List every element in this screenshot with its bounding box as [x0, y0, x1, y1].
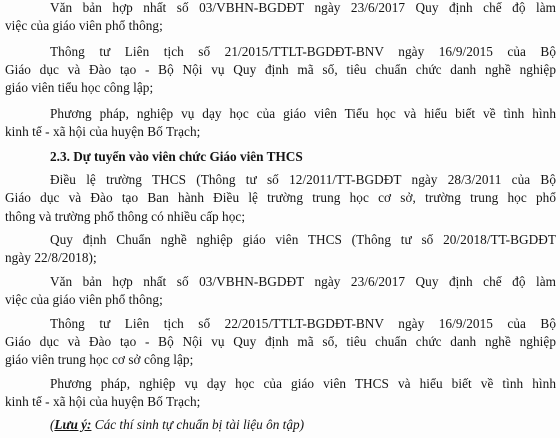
text-line: kinh tế - xã hội của huyện Bố Trạch; — [5, 123, 201, 139]
text-line: Thông tư Liên tịch số 22/2015/TTLT-BGDĐT-BNV ngày 16/9/2015 của Bộ — [50, 315, 556, 331]
text-line: Phương pháp, nghiệp vụ dạy học của giáo viên Tiểu học và hiểu biết về tình hình — [50, 105, 556, 121]
text-line: kinh tế - xã hội của huyện Bố Trạch; — [5, 394, 201, 410]
text-line: Giáo dục và Đào tạo Ban hành Điều lệ trường trung học cơ sở, trường trung học phổ — [5, 190, 556, 206]
note-text: Các thí sinh tự chuẩn bị tài liệu ôn tập) — [94, 417, 305, 432]
text-line: Văn bản hợp nhất số 03/VBHN-BGDĐT ngày 23/6/2017 Quy định chế độ làm — [50, 273, 556, 289]
text-line: Phương pháp, nghiệp vụ dạy học của giáo viên THCS và hiểu biết về tình hình — [50, 375, 556, 391]
text-line: thông và trường phổ thông có nhiều cấp học; — [5, 208, 246, 224]
text-line: Điều lệ trường THCS (Thông tư số 12/2011/TT-BGDĐT ngày 28/3/2011 của Bộ — [50, 171, 556, 187]
text-line: ngày 22/8/2018); — [5, 250, 97, 266]
text-line: Thông tư Liên tịch số 21/2015/TTLT-BGDĐT-BNV ngày 16/9/2015 của Bộ — [50, 43, 556, 59]
text-line: việc của giáo viên phổ thông; — [5, 18, 163, 34]
note-line — [50, 417, 304, 434]
text-line: Quy định Chuẩn nghề nghiệp giáo viên THCS (Thông tư số 20/2018/TT-BGDĐT — [50, 232, 556, 248]
text-line: Văn bản hợp nhất số 03/VBHN-BGDĐT ngày 23/6/2017 Quy định chế độ làm — [50, 0, 556, 15]
note-open-paren: ( — [50, 417, 55, 432]
note-label: Lưu ý: — [54, 417, 92, 432]
text-line: giáo viên tiểu học công lập; — [5, 80, 154, 96]
text-line: giáo viên trung học cơ sở công lập; — [5, 352, 194, 368]
text-line: Giáo dục và Đào tạo - Bộ Nội vụ Quy định mã số, tiêu chuẩn chức danh nghề nghiệp — [5, 61, 556, 77]
section-heading: 2.3. Dự tuyển vào viên chức Giáo viên THCS — [50, 149, 303, 165]
text-line: việc của giáo viên phổ thông; — [5, 292, 163, 308]
text-line: Giáo dục và Đào tạo - Bộ Nội vụ Quy định mã số, tiêu chuẩn chức danh nghề nghiệp — [5, 334, 556, 350]
